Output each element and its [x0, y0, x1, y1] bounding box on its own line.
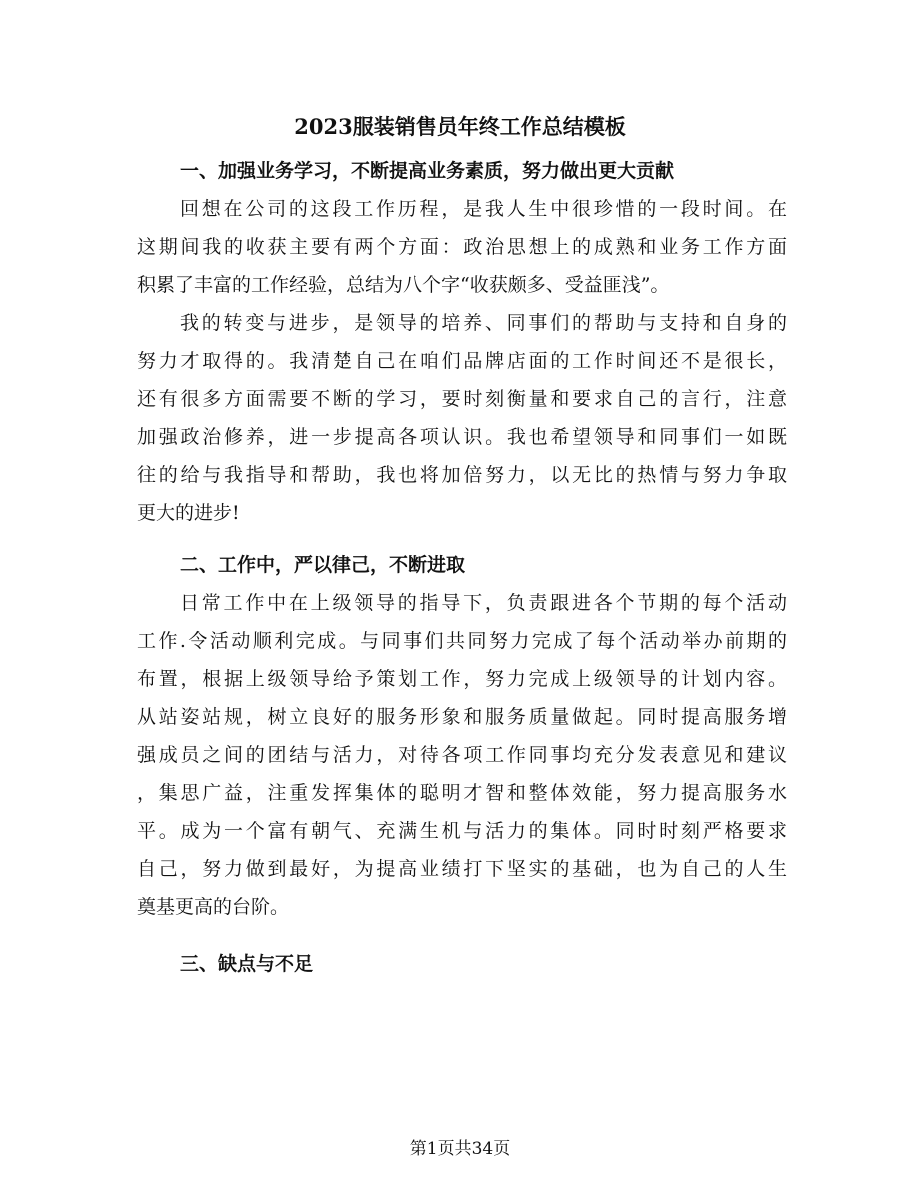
section-heading-2: 二、工作中，严以律己，不断进取 [180, 554, 466, 576]
paragraph [137, 190, 787, 304]
text-line: 还有很多方面需要不断的学习，要时刻衡量和要求自己的言行，注意 [137, 388, 787, 410]
text-line: 日常工作中在上级领导的指导下，负责跟进各个节期的每个活动 [180, 592, 787, 614]
text-line: 从站姿站规，树立良好的服务形象和服务质量做起。同时提高服务增 [137, 706, 787, 728]
text-line: 努力才取得的。我清楚自己在咱们品牌店面的工作时间还不是很长， [137, 350, 787, 372]
section-heading-1: 一、加强业务学习，不断提高业务素质，努力做出更大贡献 [180, 160, 675, 182]
text-line: 往的给与我指导和帮助，我也将加倍努力，以无比的热情与努力争取 [137, 464, 787, 486]
page-number-footer: 第1页共34页 [409, 1139, 511, 1159]
text-line: 平。成为一个富有朝气、充满生机与活力的集体。同时时刻严格要求 [137, 820, 787, 842]
text-line: 这期间我的收获主要有两个方面：政治思想上的成熟和业务工作方面 [137, 236, 787, 258]
text-line: 加强政治修养，进一步提高各项认识。我也希望领导和同事们一如既 [137, 426, 787, 448]
text-line: 我的转变与进步，是领导的培养、同事们的帮助与支持和自身的 [180, 312, 787, 334]
document-body [137, 152, 787, 983]
section-heading-3: 三、缺点与不足 [180, 953, 314, 975]
text-line: 自己，努力做到最好，为提高业绩打下坚实的基础，也为自己的人生 [137, 858, 787, 880]
paragraph [137, 304, 787, 532]
text-line: 布置，根据上级领导给予策划工作，努力完成上级领导的计划内容。 [137, 668, 787, 690]
text-line: 回想在公司的这段工作历程，是我人生中很珍惜的一段时间。在 [180, 198, 787, 220]
text-line: 更大的进步! [137, 502, 240, 524]
text-line: 强成员之间的团结与活力，对待各项工作同事均充分发表意见和建议 [137, 744, 787, 766]
text-line: 工作.令活动顺利完成。与同事们共同努力完成了每个活动举办前期的 [137, 630, 787, 652]
text-line: 奠基更高的台阶。 [137, 896, 290, 918]
text-line: 积累了丰富的工作经验，总结为八个字“收获颇多、受益匪浅”。 [137, 274, 670, 296]
document-title: 2023服装销售员年终工作总结模板 [294, 114, 626, 139]
text-line: ，集思广益，注重发挥集体的聪明才智和整体效能，努力提高服务水 [137, 782, 787, 804]
paragraph [137, 584, 787, 926]
